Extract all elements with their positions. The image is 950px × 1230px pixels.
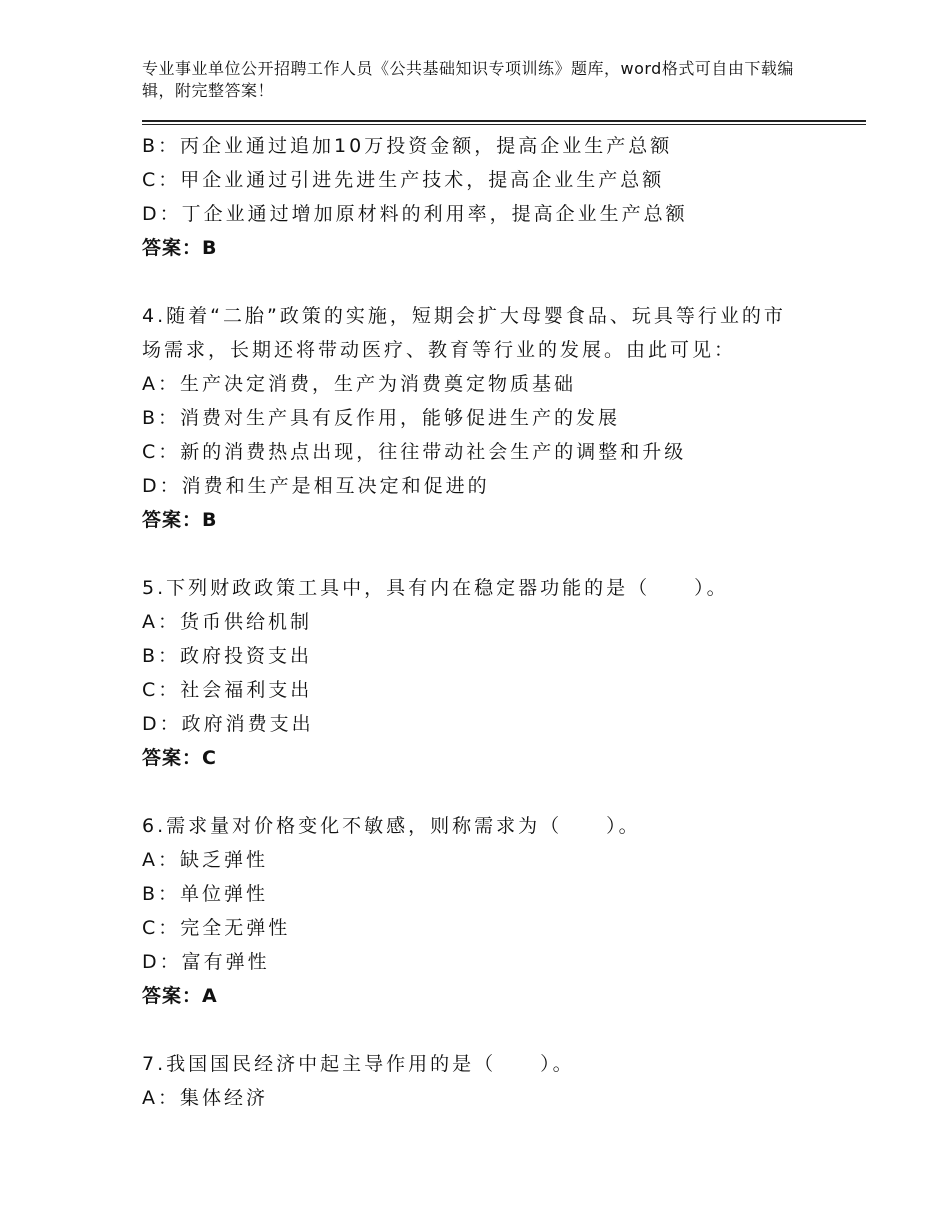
spacer xyxy=(142,265,862,299)
question-stem-continued: 场需求，长期还将带动医疗、教育等行业的发展。由此可见： xyxy=(142,339,737,361)
spacer xyxy=(142,775,862,809)
header-rule-thin xyxy=(142,124,866,125)
answer: 答案：C xyxy=(142,747,217,769)
question-stem: 4.随着“二胎”政策的实施，短期会扩大母婴食品、玩具等行业的市 xyxy=(142,305,786,327)
option-c: C：完全无弹性 xyxy=(142,917,291,939)
answer: 答案：A xyxy=(142,985,218,1007)
answer: 答案：B xyxy=(142,509,218,531)
spacer xyxy=(142,1013,862,1047)
question-4 xyxy=(142,299,862,537)
question-3-tail xyxy=(142,129,862,265)
option-c: C：社会福利支出 xyxy=(142,679,313,701)
option-d: D：消费和生产是相互决定和促进的 xyxy=(142,475,490,497)
header-rule-thick xyxy=(142,120,866,122)
option-b: B：消费对生产具有反作用，能够促进生产的发展 xyxy=(142,407,621,429)
question-6 xyxy=(142,809,862,1013)
option-a: A：货币供给机制 xyxy=(142,611,312,633)
option-b: B：丙企业通过追加10万投资金额，提高企业生产总额 xyxy=(142,135,673,157)
answer: 答案：B xyxy=(142,237,218,259)
question-stem: 6.需求量对价格变化不敏感，则称需求为（ ）。 xyxy=(142,815,641,837)
spacer xyxy=(142,537,862,571)
option-b: B：单位弹性 xyxy=(142,883,269,905)
option-c: C：甲企业通过引进先进生产技术，提高企业生产总额 xyxy=(142,169,665,191)
option-d: D：丁企业通过增加原材料的利用率，提高企业生产总额 xyxy=(142,203,688,225)
question-stem: 7.我国国民经济中起主导作用的是（ ）。 xyxy=(142,1053,575,1075)
option-a: A：集体经济 xyxy=(142,1087,268,1109)
option-b: B：政府投资支出 xyxy=(142,645,313,667)
question-stem: 5.下列财政政策工具中，具有内在稳定器功能的是（ ）。 xyxy=(142,577,729,599)
question-5 xyxy=(142,571,862,775)
option-c: C：新的消费热点出现，往往带动社会生产的调整和升级 xyxy=(142,441,687,463)
option-a: A：缺乏弹性 xyxy=(142,849,268,871)
page-header: 专业事业单位公开招聘工作人员《公共基础知识专项训练》题库，word格式可自由下载编辑，附完整答案！ xyxy=(142,59,794,100)
question-list xyxy=(142,129,862,1115)
option-a: A：生产决定消费，生产为消费奠定物质基础 xyxy=(142,373,576,395)
option-d: D：富有弹性 xyxy=(142,951,270,973)
question-7 xyxy=(142,1047,862,1115)
option-d: D：政府消费支出 xyxy=(142,713,314,735)
